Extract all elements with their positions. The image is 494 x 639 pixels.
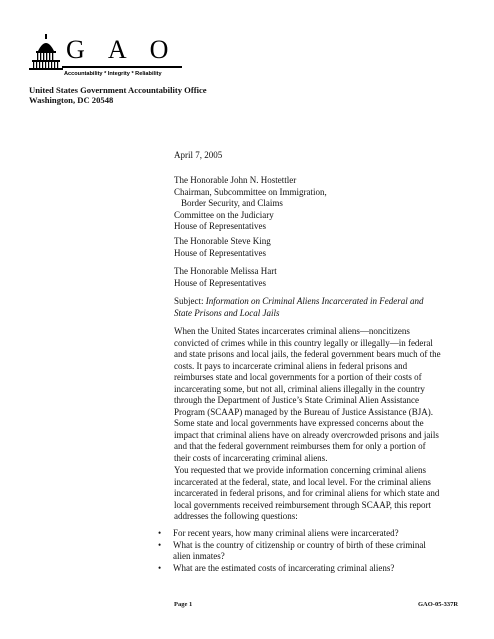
paragraph-line: and that the federal government reimburses them for only a portion of (174, 441, 426, 451)
list-item-line: What is the country of citizenship or country of birth of these criminal (173, 539, 426, 550)
paragraph-line: impact that criminal aliens have on already overcrowded prisons and jails (174, 429, 439, 440)
page-number: Page 1 (174, 601, 193, 608)
logo-underline (62, 66, 182, 70)
addressee-line: Border Security, and Claims (181, 198, 283, 208)
paragraph-line: convicted of crimes while in this country legally or illegally—in federal (174, 337, 433, 348)
agency-name: United States Government Accountability Office (29, 85, 207, 95)
bullet-icon: • (158, 528, 162, 538)
addressee-line: The Honorable Steve King (174, 236, 271, 246)
list-item (158, 540, 458, 563)
paragraph-line: addresses the following questions: (174, 511, 298, 521)
paragraph-line: incarcerated at the federal, state, and local level. For the criminal aliens (174, 476, 431, 487)
addressee-line: Chairman, Subcommittee on Immigration, (174, 186, 327, 197)
addressee-block (174, 266, 464, 289)
capitol-dome-icon (28, 33, 68, 77)
paragraph-line: Some state and local governments have expressed concerns about the (174, 418, 424, 428)
addressee-block (174, 236, 464, 259)
gao-tagline: Accountability * Integrity * Reliability (64, 71, 162, 77)
addressee-line: House of Representatives (174, 247, 266, 258)
list-item-text (173, 528, 458, 540)
paragraph-line: costs. It pays to incarcerate criminal aliens in federal prisons and (174, 360, 408, 371)
paragraph-line: through the Department of Justice’s State Criminal Alien Assistance (174, 395, 419, 405)
paragraph-line: incarcerated in federal prisons, and for criminal aliens for which state and (174, 488, 440, 498)
agency-header (29, 86, 207, 105)
list-item-text (173, 540, 458, 563)
body-paragraph-1 (174, 326, 464, 464)
body-paragraph-2 (174, 465, 464, 523)
subject-label: Subject: (174, 296, 206, 306)
gao-wordmark: G A O (66, 35, 178, 64)
addressee-block (174, 175, 464, 233)
paragraph-line: incarcerating some, but not all, criminal aliens illegally in the country (174, 383, 425, 394)
paragraph-line: Program (SCAAP) managed by the Bureau of Justice Assistance (BJA). (174, 406, 433, 417)
paragraph-line: and state prisons and local jails, the federal government bears much of the (174, 349, 441, 359)
list-item-line: For recent years, how many criminal aliens were incarcerated? (173, 528, 399, 538)
subject-line-1 (174, 296, 464, 308)
paragraph-line: When the United States incarcerates criminal aliens—noncitizens (174, 326, 410, 336)
list-item-line: What are the estimated costs of incarcerating criminal aliens? (173, 562, 395, 573)
question-list (158, 528, 458, 574)
letter-date: April 7, 2005 (174, 150, 223, 160)
list-item-line: alien inmates? (173, 551, 225, 561)
paragraph-line: local governments received reimbursement through SCAAP, this report (174, 499, 431, 510)
paragraph-line: You requested that we provide information concerning criminal aliens (174, 465, 427, 475)
addressee-line: The Honorable Melissa Hart (174, 266, 277, 276)
subject-title: Information on Criminal Aliens Incarcerated in Federal and (205, 296, 424, 306)
subject-line (174, 296, 464, 319)
addressee-line: The Honorable John N. Hostettler (174, 175, 297, 185)
paragraph-line: reimburses state and local governments for a portion of their costs of (174, 372, 422, 382)
list-item (158, 528, 458, 540)
report-number: GAO-05-337R (418, 601, 459, 608)
addressee-line: Committee on the Judiciary (174, 209, 274, 220)
addressee-line: House of Representatives (174, 277, 266, 288)
list-item (158, 563, 458, 575)
subject-title-continued: State Prisons and Local Jails (174, 307, 280, 318)
bullet-icon: • (158, 539, 162, 550)
gao-logo (28, 33, 178, 83)
subject-line-2 (174, 308, 464, 320)
addressee-line: House of Representatives (174, 221, 266, 231)
bullet-icon: • (158, 562, 162, 573)
list-item-text (173, 563, 458, 575)
agency-location: Washington, DC 20548 (29, 94, 114, 105)
paragraph-line: their costs of incarcerating criminal aliens. (174, 452, 328, 463)
